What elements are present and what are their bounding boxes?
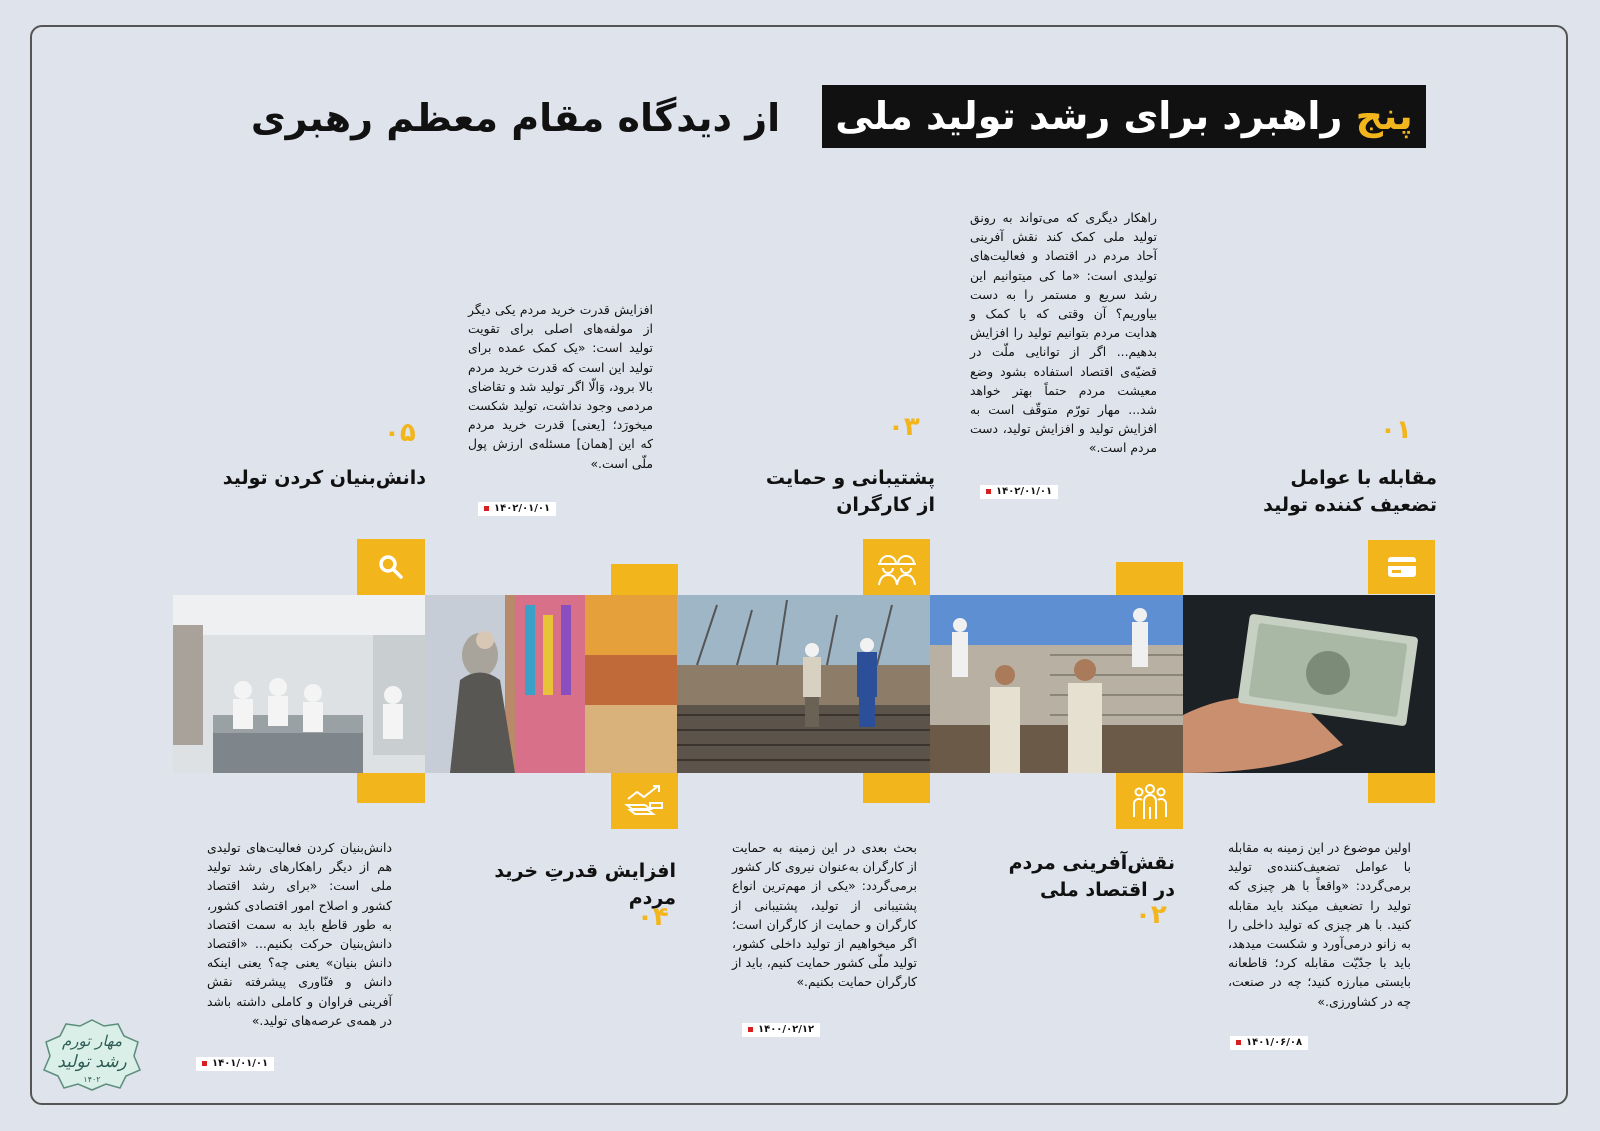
section-5-bottom-tab: [357, 773, 425, 803]
section-4-date: [478, 502, 556, 516]
section-4-top-tab: [611, 564, 678, 595]
section-1-number: ۰۱: [1380, 415, 1412, 445]
date-dot-icon: [202, 1061, 207, 1066]
section-1-text: اولین موضوع در این زمینه به مقابله با عوامل تضعیف‌کننده‌ی تولید برمی‌گردد: «واقعاً با هر چیزی که تولید را تضعیف میکند باید مقابله کنید. با هر چیزی که تولید داخلی را به زانو درمی‌آورد و شکست میدهد، باید با جدّیّت مقابله کرد؛ قاطعانه بایستی مبارزه کنید؛ چه در صنعت، چه در کشاورزی.»: [1228, 840, 1411, 1009]
section-2-number: ۰۲: [1135, 900, 1167, 930]
section-4-icon-box: [611, 773, 678, 829]
section-3-bottom-tab: [863, 773, 930, 803]
logo-line-2: رشد تولید: [57, 1052, 127, 1072]
section-1-date: [1230, 1036, 1308, 1050]
section-4-heading: افزایش قدرتِ خرید مردم: [494, 860, 676, 909]
section-3-heading: پشتیبانی و حمایت از کارگران: [765, 467, 935, 516]
hardhat-workers-icon: [876, 548, 918, 586]
section-5-heading: دانش‌بنیان کردن تولید: [222, 467, 426, 489]
date-dot-icon: [484, 506, 489, 511]
section-3-text: بحث بعدی در این زمینه به حمایت از کارگران به‌عنوان نیروی کار کشور برمی‌گردد: «یکی از مهم‌ترین انواع پشتیبانی از تولید، پشتیبانی از کارگران و حمایت از کارگران است؛ اگر میخواهیم از تولید داخلی کشور، تولید ملّی کشور حمایت کنیم، باید از کارگران حمایت بکنیم.»: [732, 840, 917, 990]
section-2-heading: نقش‌آفرینی مردم در اقتصاد ملی: [1008, 852, 1175, 901]
construction-site-photo: [677, 595, 930, 773]
money-growth-icon: [624, 783, 666, 819]
workers-handshake-photo: [930, 595, 1183, 773]
section-4-number: ۰۴: [637, 902, 669, 932]
section-3-icon-box: [863, 539, 930, 595]
section-1-bottom-tab: [1368, 773, 1435, 803]
title-highlight: پنج: [1355, 94, 1413, 138]
card-icon: [1387, 556, 1417, 578]
section-1-icon-box: [1368, 540, 1435, 594]
section-4-text: افزایش قدرت خرید مردم یکی دیگر از مولفه‌های اصلی برای تقویت تولید است: «یک کمک عمده برای تولید این است که قدرت خرید مردم بالا برود، وَالّا اگر تولید شد و تقاضای مردمی وجود نداشت، تولید شکست میخورَد؛ [یعنی] قدرت خرید مردم که این [همان] مسئله‌ی ارزش پول ملّی است.»: [468, 302, 653, 471]
section-2-text: راهکار دیگری که می‌تواند به رونق تولید ملی کمک کند نقش آفرینی آحاد مردم در اقتصاد و فعالیت‌های تولیدی است: «ما کی میتوانیم این رشد سریع و مستمر را به دست بیاوریم؟ آن وقتی که با کمک و هدایت مردم بتوانیم تولید را افزایش بدهیم... اگر از توانایی ملّت در قضیّه‌ی اقتصاد استفاده بشود وضع معیشت مردم حتماً بهتر خواهد شد... مهار تورّم متوقّف است به افزایش تولید و افزایش تولید، دست مردم است.»: [970, 210, 1157, 456]
campaign-logo: [40, 1018, 144, 1092]
section-5-icon-box: [357, 539, 425, 595]
section-5-number: ۰۵: [384, 418, 416, 448]
section-1-date-text: ۱۴۰۱/۰۶/۰۸: [1246, 1037, 1303, 1048]
section-3-date: [742, 1023, 820, 1037]
section-1-heading: مقابله با عوامل تضعیف کننده تولید: [1263, 467, 1437, 516]
section-4-date-text: ۱۴۰۲/۰۱/۰۱: [494, 503, 551, 514]
cash-photo: [1183, 595, 1435, 773]
search-icon: [378, 554, 404, 580]
date-dot-icon: [986, 489, 991, 494]
people-icon: [1130, 781, 1170, 821]
title-main: راهبرد برای رشد تولید ملی: [835, 94, 1343, 138]
section-2-top-tab: [1116, 562, 1183, 595]
section-2-date-text: ۱۴۰۲/۰۱/۰۱: [996, 486, 1053, 497]
section-3-date-text: ۱۴۰۰/۰۲/۱۲: [758, 1024, 815, 1035]
section-3-number: ۰۳: [888, 412, 920, 442]
title-subtitle: از دیدگاه مقام معظم رهبری: [250, 96, 781, 140]
logo-line-1: مهار تورم: [62, 1032, 122, 1050]
date-dot-icon: [748, 1027, 753, 1032]
section-2-date: [980, 485, 1058, 499]
market-shopper-photo: [425, 595, 677, 773]
section-5-date: [196, 1057, 274, 1071]
section-2-icon-box: [1116, 773, 1183, 829]
title-banner: [822, 85, 1426, 148]
date-dot-icon: [1236, 1040, 1241, 1045]
section-5-text: دانش‌بنیان کردن فعالیت‌های تولیدی هم از دیگر راهکارهای رشد تولید ملی است: «برای رشد اقتصاد کشور و اصلاح امور اقتصادی کشور، به طور قاطع باید به سمت اقتصاد دانش‌بنیان حرکت بکنیم... «اقتصاد دانش بنیان» یعنی چه؟ یعنی اینکه دانش و فنّاوری پیشرفته نقش آفرینی فراوان و کاملی داشته باشد در همه‌ی عرصه‌های تولید.»: [207, 840, 392, 1028]
lab-workers-photo: [173, 595, 425, 773]
logo-tag: ۱۴۰۲: [83, 1075, 101, 1084]
section-5-date-text: ۱۴۰۱/۰۱/۰۱: [212, 1058, 269, 1069]
